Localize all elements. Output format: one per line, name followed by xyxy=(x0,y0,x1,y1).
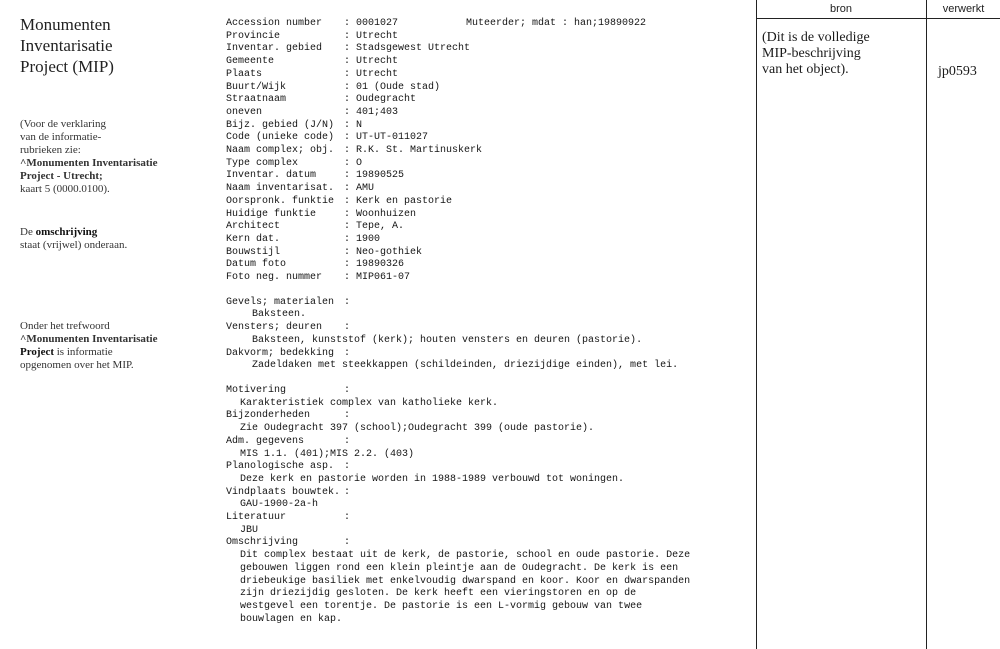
note-line: staat (vrijwel) onderaan. xyxy=(20,239,128,251)
note-line xyxy=(20,226,200,239)
table-header-rule xyxy=(756,18,1000,19)
table-column-divider xyxy=(926,0,927,649)
section-header xyxy=(226,461,746,474)
section-label: Motivering xyxy=(226,384,287,396)
section-label: Planologische asp. xyxy=(226,461,335,473)
field-value: Tepe, A. xyxy=(356,221,405,233)
note-keyword: omschrijving xyxy=(35,226,98,238)
section-header xyxy=(226,410,746,423)
field-row xyxy=(226,196,746,209)
field-separator: : xyxy=(344,486,357,498)
field-row xyxy=(226,209,746,222)
section-body: Baksteen. xyxy=(252,309,307,321)
field-value: Utrecht xyxy=(356,68,399,80)
field-separator: : xyxy=(344,461,357,473)
section-label: Adm. gegevens xyxy=(226,435,305,447)
section-body: Deze kerk en pastorie worden in 1988-1989 verbouwd tot woningen. xyxy=(240,473,625,485)
section-header xyxy=(226,348,746,361)
field-separator: : xyxy=(344,56,357,68)
field-value: 0001027 xyxy=(356,18,399,29)
note-line-bold: ^Monumenten Inventarisatie xyxy=(20,157,158,169)
field-label: Architect xyxy=(226,221,281,233)
note-line: van de informatie- xyxy=(20,131,102,143)
section-header xyxy=(226,322,746,335)
field-value: AMU xyxy=(356,183,375,195)
field-label: Bouwstijl xyxy=(226,246,281,258)
field-label: Inventar. datum xyxy=(226,170,317,182)
field-separator: : xyxy=(344,208,357,220)
field-value: Stadsgewest Utrecht xyxy=(356,43,471,55)
field-separator: : xyxy=(344,259,357,271)
record-sections-construction xyxy=(226,297,746,373)
section-header xyxy=(226,537,746,550)
field-label: Plaats xyxy=(226,68,263,80)
bron-cell: (Dit is de volledige MIP-beschrijving van het object). xyxy=(762,30,870,77)
record-fields xyxy=(226,18,746,285)
field-separator: : xyxy=(344,322,357,334)
field-row xyxy=(226,56,746,69)
field-separator: : xyxy=(344,18,357,29)
field-label: Oorspronk. funktie xyxy=(226,195,335,207)
field-separator: : xyxy=(344,233,357,245)
section-label: Vensters; deuren xyxy=(226,322,323,334)
field-value: Kerk en pastorie xyxy=(356,195,453,207)
field-row xyxy=(226,69,746,82)
section-body: Dit complex bestaat uit de kerk, de pastorie, school en oude pastorie. Deze gebouwen liggen rond een klein pleintje aan de Oudegracht. De kerk is een driebeukige basiliek met enkelvoudig dwarspand en koor. Koor en dwarspanden zijn driezijdig gesloten. De kerk heeft een vieringstoren en op de westgevel een torentje. De pastorie is een L-vormig gebouw van twee bouwlagen en kap. xyxy=(240,550,691,625)
field-separator: : xyxy=(344,512,357,524)
field-label: Inventar. gebied xyxy=(226,43,323,55)
field-separator: : xyxy=(344,157,357,169)
record-section xyxy=(226,487,746,512)
field-row xyxy=(226,82,746,95)
field-row xyxy=(226,247,746,260)
field-label: Naam inventarisat. xyxy=(226,183,335,195)
section-label: Bijzonderheden xyxy=(226,410,311,422)
field-separator: : xyxy=(344,81,357,93)
field-separator: : xyxy=(344,145,357,157)
field-separator: : xyxy=(344,272,357,284)
field-row xyxy=(226,170,746,183)
section-body: MIS 1.1. (401);MIS 2.2. (403) xyxy=(240,448,415,460)
section-header xyxy=(226,297,746,310)
record-section xyxy=(226,348,746,373)
field-value: O xyxy=(356,157,363,169)
field-separator: : xyxy=(344,94,357,106)
field-value: 1900 xyxy=(356,233,381,245)
section-body: Baksteen, kunststof (kerk); houten vensters en deuren (pastorie). xyxy=(252,334,643,346)
field-label: Straatnaam xyxy=(226,94,287,106)
table-border-left xyxy=(756,0,757,649)
field-value: Utrecht xyxy=(356,56,399,68)
field-row xyxy=(226,234,746,247)
section-header xyxy=(226,487,746,500)
record-section xyxy=(226,410,746,435)
field-label: Naam complex; obj. xyxy=(226,145,335,157)
field-separator: : xyxy=(344,183,357,195)
source-table xyxy=(756,0,1000,649)
field-separator: : xyxy=(344,119,357,131)
section-body: Karakteristiek complex van katholieke kerk. xyxy=(240,397,499,409)
field-value: Neo-gothiek xyxy=(356,246,423,258)
field-separator: : xyxy=(344,132,357,144)
field-row xyxy=(226,107,746,120)
section-header xyxy=(226,436,746,449)
record-section xyxy=(226,297,746,322)
field-separator: : xyxy=(344,221,357,233)
field-label: Bijz. gebied (J/N) xyxy=(226,119,335,131)
field-row xyxy=(226,94,746,107)
note-line: (Voor de verklaring xyxy=(20,118,106,130)
field-value: N xyxy=(356,119,363,131)
field-value: MIP061-07 xyxy=(356,272,411,284)
field-separator: : xyxy=(344,410,357,422)
field-value: 19890525 xyxy=(356,170,405,182)
field-label: Foto neg. nummer xyxy=(226,272,323,284)
note-line xyxy=(20,346,200,359)
field-separator: : xyxy=(344,170,357,182)
note-line-bold: ^Monumenten Inventarisatie xyxy=(20,333,158,345)
field-label: Type complex xyxy=(226,157,299,169)
field-row xyxy=(226,259,746,272)
field-row xyxy=(226,120,746,133)
field-value: 01 (Oude stad) xyxy=(356,81,441,93)
title-line: Project (MIP) xyxy=(20,57,114,76)
field-label: Code (unieke code) xyxy=(226,132,335,144)
section-body: Zadeldaken met steekkappen (schildeinden, driezijdige einden), met lei. xyxy=(252,360,679,372)
record-sections-description xyxy=(226,385,746,626)
record-section xyxy=(226,512,746,537)
record-section xyxy=(226,461,746,486)
field-separator: : xyxy=(344,43,357,55)
mutator-value: han;19890922 xyxy=(574,18,647,29)
title-line: Monumenten xyxy=(20,15,111,34)
record-section xyxy=(226,436,746,461)
note-line: Onder het trefwoord xyxy=(20,320,110,332)
field-row xyxy=(226,158,746,171)
field-row xyxy=(226,132,746,145)
section-header xyxy=(226,512,746,525)
field-value: Woonhuizen xyxy=(356,208,417,220)
note-text: is informatie xyxy=(54,346,113,358)
field-label: Kern dat. xyxy=(226,233,281,245)
field-row xyxy=(226,31,746,44)
title-line: Inventarisatie xyxy=(20,36,113,55)
field-label: Buurt/Wijk xyxy=(226,81,287,93)
header-bron: bron xyxy=(829,3,853,15)
field-separator: : xyxy=(344,347,357,359)
field-label: Huidige funktie xyxy=(226,208,317,220)
record-section xyxy=(226,537,746,626)
note-line: opgenomen over het MIP. xyxy=(20,359,134,371)
section-label: Vindplaats bouwtek. xyxy=(226,486,341,498)
section-label: Literatuur xyxy=(226,512,287,524)
record-printout xyxy=(226,18,746,626)
verwerkt-cell: jp0593 xyxy=(938,64,977,79)
field-value: 401;403 xyxy=(356,106,399,118)
field-separator: : xyxy=(344,30,357,42)
field-value: R.K. St. Martinuskerk xyxy=(356,145,483,157)
mutator-label: Muteerder; mdat xyxy=(466,18,557,29)
section-header xyxy=(226,385,746,398)
field-separator: : xyxy=(344,296,357,308)
header-verwerkt: verwerkt xyxy=(942,3,985,15)
field-value: Oudegracht xyxy=(356,94,417,106)
note-text: De xyxy=(20,226,36,238)
field-label: Datum foto xyxy=(226,259,287,271)
document-title xyxy=(20,14,200,77)
keyword-note xyxy=(20,320,200,372)
note-line: kaart 5 (0000.0100). xyxy=(20,183,110,195)
section-body: Zie Oudegracht 397 (school);Oudegracht 399 (oude pastorie). xyxy=(240,423,595,435)
reference-note xyxy=(20,118,200,196)
mutator-field: Muteerder; mdat : han;19890922 xyxy=(466,18,647,29)
record-section xyxy=(226,385,746,410)
section-label: Dakvorm; bedekking xyxy=(226,347,335,359)
section-body: GAU-1900-2a-h xyxy=(240,499,319,511)
field-label: oneven xyxy=(226,106,263,118)
section-body: JBU xyxy=(240,524,259,536)
field-value: 19890326 xyxy=(356,259,405,271)
field-value: UT-UT-011027 xyxy=(356,132,429,144)
section-label: Omschrijving xyxy=(226,537,299,549)
note-keyword: Project xyxy=(20,346,54,358)
field-separator: : xyxy=(344,246,357,258)
field-row xyxy=(226,221,746,234)
field-separator: : xyxy=(344,68,357,80)
field-row xyxy=(226,272,746,285)
field-label: Provincie xyxy=(226,30,281,42)
field-separator: : xyxy=(344,106,357,118)
field-separator: : xyxy=(344,195,357,207)
field-separator: : xyxy=(344,435,357,447)
field-label: Gemeente xyxy=(226,56,275,68)
left-margin xyxy=(20,14,200,371)
field-separator: : xyxy=(344,384,357,396)
description-note xyxy=(20,226,200,252)
field-separator: : xyxy=(344,537,357,549)
note-line: rubrieken zie: xyxy=(20,144,81,156)
field-row xyxy=(226,145,746,158)
field-value: Utrecht xyxy=(356,30,399,42)
field-row xyxy=(226,43,746,56)
field-row xyxy=(226,183,746,196)
field-label: Accession number xyxy=(226,18,323,29)
section-label: Gevels; materialen xyxy=(226,296,335,308)
record-section xyxy=(226,322,746,347)
note-line-bold: Project - Utrecht; xyxy=(20,170,103,182)
